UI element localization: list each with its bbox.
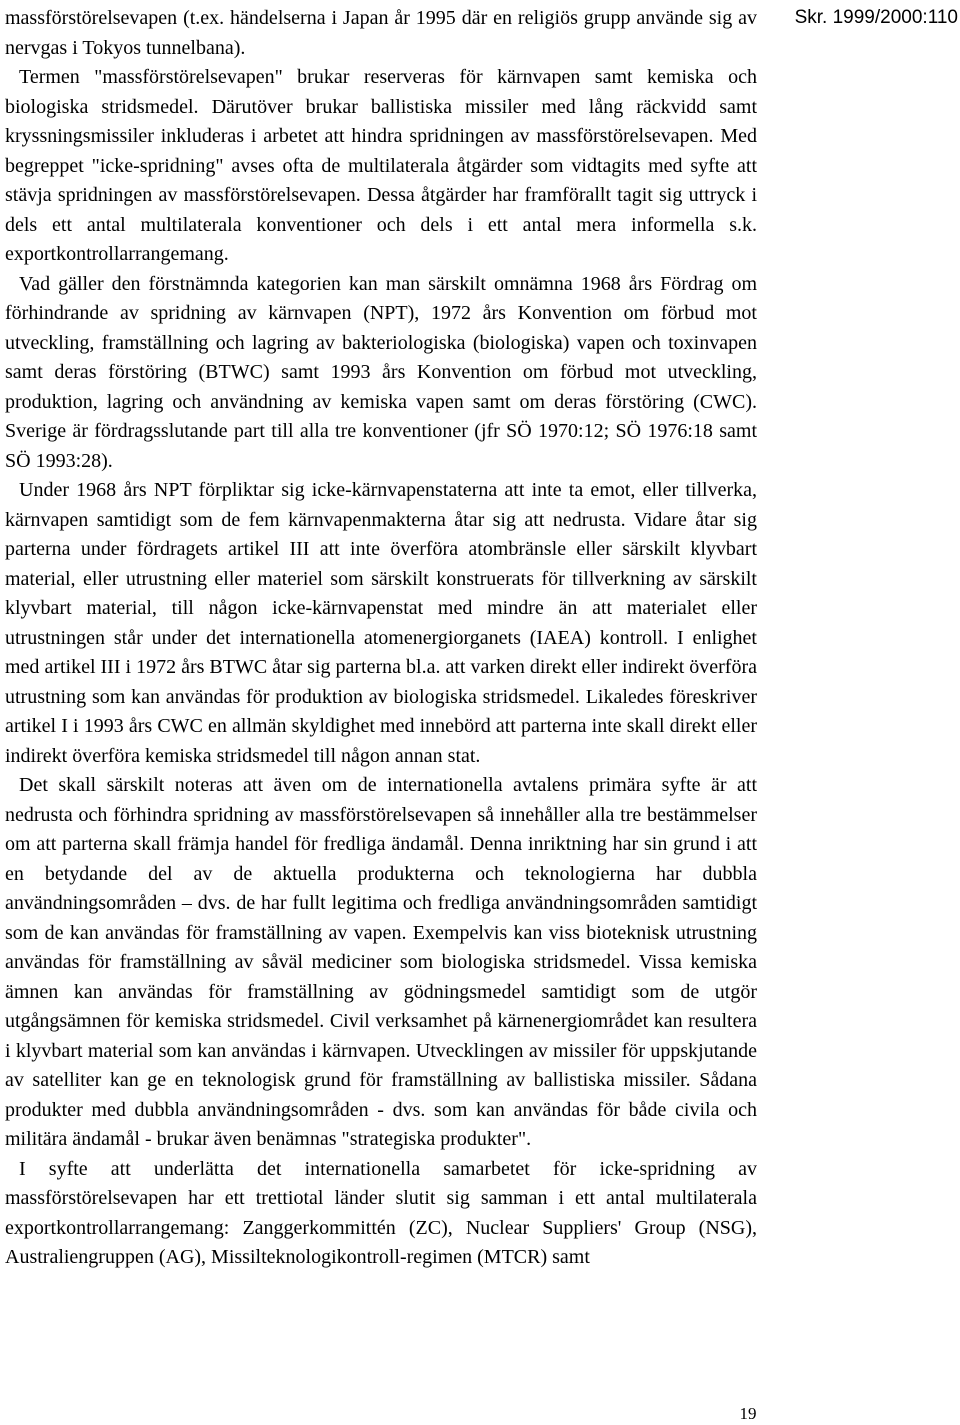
body-text [5,4,757,1273]
document-reference: Skr. 1999/2000:110 [794,7,958,28]
page-number: 19 [739,1404,757,1423]
paragraph-npt-obligations: Under 1968 års NPT förpliktar sig icke-kärnvapenstaterna att inte ta emot, eller tillverka, kärnvapen samtidigt som de fem kärnvapenmakterna åtar sig att nedrusta. Vidare åtar sig parterna under fördragets artikel III att inte överföra atombränsle eller särskilt klyvbart material, eller utrustning eller materiel som särskilt konstruerats för tillverkning av särskilt klyvbart material, till någon icke-kärnvapenstat med mindre än att materialet eller utrustningen står under det internationella atomenergiorganets (IAEA) kontroll. I enlighet med artikel III i 1972 års BTWC åtar sig parterna bl.a. att varken direkt eller indirekt överföra utrustning som kan användas för produktion av biologiska stridsmedel. Likaledes föreskriver artikel I i 1993 års CWC en allmän skyldighet med innebörd att parterna inte skall direkt eller indirekt överföra kemiska stridsmedel till någon annan stat. [5,479,757,767]
paragraph-term-definition: Termen "massförstörelsevapen" brukar reserveras för kärnvapen samt kemiska och biologiska stridsmedel. Därutöver brukar ballistiska missiler med lång räckvidd samt kryssningsmissiler inkluderas i arbetet att hindra spridningen av massförstörelsevapen. Med begreppet "icke-spridning" avses ofta de multilaterala åtgärder som vidtagits med syfte att stävja spridningen av massförstörelsevapen. Dessa åtgärder har framförallt tagit sig uttryck i dels ett antal multilaterala konventioner och dels i ett antal mera informella s.k. exportkontrollarrangemang. [5,66,757,265]
paragraph-dual-use: Det skall särskilt noteras att även om de internationella avtalens primära syfte är att nedrusta och förhindra spridning av massförstörelsevapen så innehåller alla tre bestämmelser om att parterna skall främja handel för fredliga ändamål. Denna inriktning har sin grund i att en betydande del av de aktuella produkterna och teknologierna har dubbla användningsområden – dvs. de har fullt legitima och fredliga användningsområden samtidigt som de kan användas för framställning av vapen. Exempelvis kan viss bioteknisk utrustning användas för framställning av såväl mediciner som biologiska stridsmedel. Vissa kemiska ämnen kan användas för framställning av gödningsmedel samtidigt som de utgör utgångsämnen för kemiska stridsmedel. Civil verksamhet på kärnenergiområdet kan resultera i klyvbart material som kan användas i kärnvapen. Utvecklingen av missiler för uppskjutande av satelliter kan ge en teknologisk grund för framställning av ballistiska missiler. Sådana produkter med dubbla användningsområden - dvs. som kan användas för både civila och militära ändamål - brukar även benämnas "strategiska produkter". [5,774,757,1150]
paragraph-conventions: Vad gäller den förstnämnda kategorien kan man särskilt omnämna 1968 års Fördrag om förhindrande av spridning av kärnvapen (NPT), 1972 års Konvention om förbud mot utveckling, framställning och lagring av bakteriologiska (biologiska) vapen och toxinvapen samt deras förstöring (BTWC) samt 1993 års Konvention om förbud mot utveckling, produktion, lagring och användning av kemiska vapen samt om deras förstöring (CWC). Sverige är fördragsslutande part till alla tre konventioner (jfr SÖ 1970:12; SÖ 1976:18 samt SÖ 1993:28). [5,272,757,472]
paragraph-continuation: massförstörelsevapen (t.ex. händelserna i Japan år 1995 där en religiös grupp använde sig av nervgas i Tokyos tunnelbana). [5,7,757,59]
paragraph-export-control: I syfte att underlätta det internationella samarbetet för icke-spridning av massförstörelsevapen har ett trettiotal länder slutit sig samman i ett antal multilaterala exportkontrollarrangemang: Zanggerkommittén (ZC), Nuclear Suppliers' Group (NSG), Australiengruppen (AG), Missilteknologikontroll-regimen (MTCR) samt [5,1157,757,1268]
